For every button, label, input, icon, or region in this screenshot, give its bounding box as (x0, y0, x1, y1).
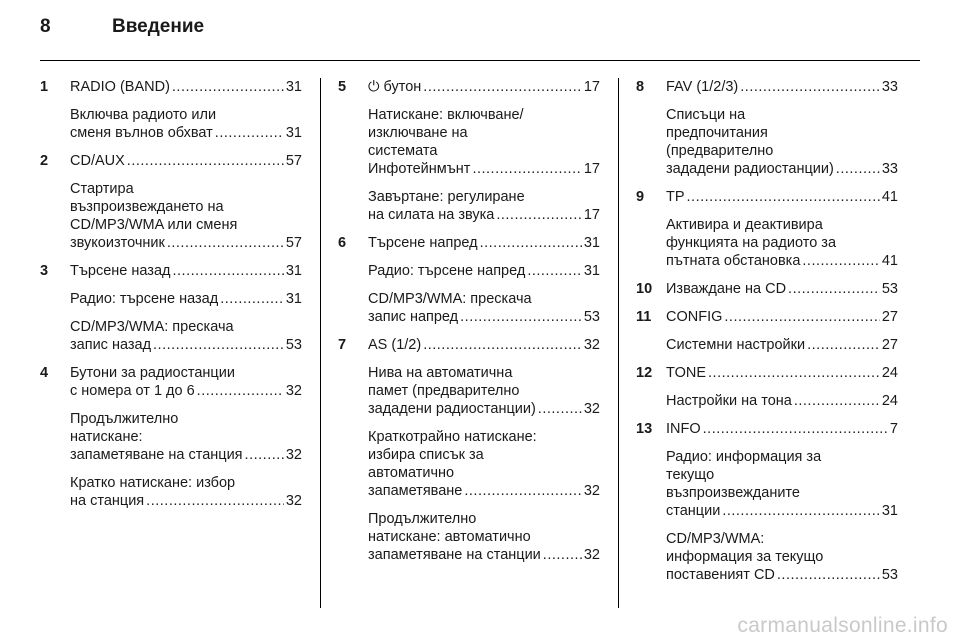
page-reference: 17 (583, 161, 600, 177)
entry-text: на силата на звука (368, 207, 495, 223)
column-1 (40, 78, 302, 520)
entry-last-line (666, 308, 898, 326)
dot-leader (172, 78, 284, 96)
entry-text: Системни настройки (666, 337, 806, 353)
page-title: Введение (112, 16, 205, 37)
page-reference: 32 (583, 401, 600, 417)
legend-item (636, 280, 898, 298)
item-number: 13 (636, 421, 653, 437)
index-entry (368, 234, 600, 252)
item-entries (666, 308, 898, 354)
entry-last-line (368, 206, 600, 224)
index-entry (368, 78, 600, 96)
page-reference: 31 (285, 125, 302, 141)
legend-item (636, 78, 898, 178)
entry-text: FAV (1/2/3) (666, 79, 739, 95)
entry-text: Включва радиото или (70, 107, 217, 123)
index-entry (70, 180, 302, 252)
entry-last-line (368, 546, 600, 564)
dot-leader (703, 420, 888, 438)
index-entry (70, 410, 302, 464)
entry-text: Продължително (368, 511, 477, 527)
entry-text: Нива на автоматична (368, 365, 513, 381)
page-reference: 31 (285, 79, 302, 95)
entry-last-line (368, 234, 600, 252)
column-2 (338, 78, 600, 574)
entry-last-line (666, 392, 898, 410)
page-reference: 27 (881, 337, 898, 353)
entry-text: пътната обстановка (666, 253, 801, 269)
entry-last-line (368, 262, 600, 280)
entry-text: CD/MP3/WMA или сменя (70, 217, 238, 233)
entry-text: запаметяване на станция (70, 447, 243, 463)
entry-text: зададени радиостанции) (666, 161, 834, 177)
dot-leader (153, 336, 284, 354)
index-entry (70, 106, 302, 142)
entry-text: Бутони за радиостанции (70, 365, 235, 381)
entry-text: Кратко натискане: избор (70, 475, 236, 491)
item-entries (666, 78, 898, 178)
entry-last-line (666, 160, 898, 178)
index-entry (666, 188, 898, 206)
index-entry (368, 364, 600, 418)
entry-text: с номера от 1 до 6 (70, 383, 195, 399)
entry-last-line (368, 482, 600, 500)
entry-text: RADIO (BAND) (70, 79, 170, 95)
dot-leader (472, 160, 581, 178)
item-number: 11 (636, 309, 652, 325)
page-reference: 32 (583, 547, 600, 563)
entry-text: Изваждане на CD (666, 281, 787, 297)
entry-text: Настройки на тона (666, 393, 792, 409)
page-reference: 24 (881, 365, 898, 381)
page-reference: 41 (881, 189, 898, 205)
entry-last-line (666, 566, 898, 584)
entry-text: Активира и деактивира (666, 217, 823, 233)
dot-leader (127, 152, 284, 170)
entry-last-line (70, 262, 302, 280)
entry-last-line (70, 152, 302, 170)
watermark: carmanualsonline.info (737, 614, 948, 637)
index-entry (666, 308, 898, 326)
legend-item (636, 308, 898, 354)
dot-leader (543, 546, 582, 564)
entry-text: натискане: (70, 429, 143, 445)
dot-leader (807, 336, 880, 354)
dot-leader (708, 364, 880, 382)
dot-leader (172, 262, 283, 280)
item-entries (666, 420, 898, 584)
index-entry (666, 78, 898, 96)
entry-text: системата (368, 143, 438, 159)
dot-leader (245, 446, 284, 464)
entry-text: (предварително (666, 143, 774, 159)
index-entry (666, 392, 898, 410)
entry-text: ⏻ бутон (368, 79, 422, 95)
entry-last-line (70, 492, 302, 510)
entry-last-line (70, 78, 302, 96)
page-header (40, 16, 204, 52)
page-reference: 24 (881, 393, 898, 409)
entry-last-line (70, 446, 302, 464)
column-3 (636, 78, 898, 594)
dot-leader (146, 492, 284, 510)
page-reference: 31 (583, 235, 600, 251)
entry-text: избира списък за (368, 447, 484, 463)
page-reference: 32 (285, 383, 302, 399)
entry-text: Краткотрайно натискане: (368, 429, 537, 445)
page-reference: 32 (285, 447, 302, 463)
entry-text: Продължително (70, 411, 179, 427)
entry-text: Списъци на (666, 107, 746, 123)
dot-leader (527, 262, 582, 280)
entry-text: Завъртане: регулиране (368, 189, 525, 205)
page-reference: 17 (583, 79, 600, 95)
index-entry (70, 152, 302, 170)
item-entries (70, 152, 302, 252)
entry-text: натискане: автоматично (368, 529, 531, 545)
index-entry (368, 336, 600, 354)
entry-text: зададени радиостанции) (368, 401, 536, 417)
entry-text: CD/AUX (70, 153, 125, 169)
index-entry (666, 420, 898, 438)
entry-text: Натискане: включване/ (368, 107, 524, 123)
legend-item (338, 336, 600, 564)
index-entry (368, 188, 600, 224)
entry-text: INFO (666, 421, 701, 437)
item-number: 1 (40, 79, 49, 95)
item-entries (368, 336, 600, 564)
entry-text: изключване на (368, 125, 468, 141)
item-number: 5 (338, 79, 347, 95)
dot-leader (724, 308, 879, 326)
legend-item (40, 364, 302, 510)
page-reference: 33 (881, 161, 898, 177)
page-reference: 17 (583, 207, 600, 223)
page-reference: 53 (881, 567, 898, 583)
index-entry (666, 530, 898, 584)
entry-text: информация за текущо (666, 549, 824, 565)
entry-last-line (666, 280, 898, 298)
dot-leader (215, 124, 284, 142)
page-reference: 27 (881, 309, 898, 325)
entry-last-line (70, 382, 302, 400)
dot-leader (740, 78, 880, 96)
page-reference: 32 (583, 337, 600, 353)
legend-item (338, 78, 600, 224)
index-entry (666, 364, 898, 382)
page-reference: 53 (881, 281, 898, 297)
entry-text: TONE (666, 365, 707, 381)
index-entry (666, 216, 898, 270)
entry-text: запис напред (368, 309, 459, 325)
dot-leader (794, 392, 880, 410)
index-entry (70, 318, 302, 354)
index-entry (368, 106, 600, 178)
index-entry (70, 474, 302, 510)
entry-last-line (368, 336, 600, 354)
entry-text: CD/MP3/WMA: прескача (368, 291, 532, 307)
entry-text: AS (1/2) (368, 337, 422, 353)
dot-leader (480, 234, 582, 252)
item-entries (368, 78, 600, 224)
page-reference: 32 (583, 483, 600, 499)
dot-leader (220, 290, 284, 308)
entry-last-line (368, 400, 600, 418)
dot-leader (197, 382, 284, 400)
entry-text: Радио: информация за (666, 449, 822, 465)
page-reference: 31 (285, 291, 302, 307)
dot-leader (777, 566, 880, 584)
page-number: 8 (40, 16, 51, 37)
entry-last-line (666, 502, 898, 520)
entry-text: запис назад (70, 337, 152, 353)
index-entry (70, 78, 302, 96)
legend-item (338, 234, 600, 326)
legend-item (40, 262, 302, 354)
column-divider (618, 78, 619, 608)
entry-text: автоматично (368, 465, 455, 481)
entry-last-line (666, 336, 898, 354)
entry-text: Търсене назад (70, 263, 171, 279)
entry-text: CD/MP3/WMA: прескача (70, 319, 234, 335)
page-reference: 31 (285, 263, 302, 279)
legend-item (40, 78, 302, 142)
entry-text: Търсене напред (368, 235, 478, 251)
entry-last-line (666, 78, 898, 96)
entry-last-line (666, 364, 898, 382)
page-reference: 53 (583, 309, 600, 325)
header-rule (40, 60, 920, 61)
entry-last-line (70, 234, 302, 252)
dot-leader (788, 280, 880, 298)
item-number: 12 (636, 365, 653, 381)
index-entry (368, 262, 600, 280)
dot-leader (460, 308, 582, 326)
index-entry (666, 106, 898, 178)
entry-text: функцията на радиото за (666, 235, 837, 251)
entry-last-line (368, 160, 600, 178)
entry-text: поставеният CD (666, 567, 775, 583)
index-entry (666, 280, 898, 298)
legend-item (40, 152, 302, 252)
index-entry (368, 428, 600, 500)
entry-text: TP (666, 189, 685, 205)
entry-text: памет (предварително (368, 383, 520, 399)
item-entries (70, 78, 302, 142)
entry-text: Инфотейнмънт (368, 161, 471, 177)
item-entries (70, 364, 302, 510)
item-number: 4 (40, 365, 49, 381)
item-entries (666, 188, 898, 270)
page-reference: 53 (285, 337, 302, 353)
entry-text: на станция (70, 493, 145, 509)
entry-last-line (70, 124, 302, 142)
page-reference: 7 (889, 421, 898, 437)
entry-text: Стартира (70, 181, 134, 197)
entry-text: звукоизточник (70, 235, 165, 251)
page-reference: 33 (881, 79, 898, 95)
entry-last-line (368, 78, 600, 96)
item-number: 2 (40, 153, 49, 169)
page-reference: 31 (881, 503, 898, 519)
dot-leader (722, 502, 880, 520)
entry-text: запаметяване на станции (368, 547, 541, 563)
item-entries (666, 280, 898, 298)
page-reference: 57 (285, 235, 302, 251)
page-reference: 31 (583, 263, 600, 279)
legend-item (636, 420, 898, 584)
index-entry (70, 262, 302, 280)
index-entry (368, 510, 600, 564)
item-number: 7 (338, 337, 347, 353)
page-reference: 32 (285, 493, 302, 509)
entry-last-line (666, 420, 898, 438)
entry-text: текущо (666, 467, 715, 483)
entry-last-line (70, 336, 302, 354)
dot-leader (167, 234, 284, 252)
index-entry (666, 336, 898, 354)
dot-leader (687, 188, 880, 206)
dot-leader (538, 400, 582, 418)
item-entries (70, 262, 302, 354)
item-number: 10 (636, 281, 653, 297)
dot-leader (423, 78, 582, 96)
column-divider (320, 78, 321, 608)
dot-leader (496, 206, 582, 224)
entry-text: сменя вълнов обхват (70, 125, 213, 141)
entry-text: станции (666, 503, 721, 519)
page-reference: 57 (285, 153, 302, 169)
item-entries (666, 364, 898, 410)
index-entry (70, 364, 302, 400)
dot-leader (802, 252, 879, 270)
item-number: 6 (338, 235, 347, 251)
dot-leader (464, 482, 582, 500)
entry-last-line (666, 252, 898, 270)
item-number: 9 (636, 189, 645, 205)
legend-item (636, 364, 898, 410)
page-reference: 41 (881, 253, 898, 269)
entry-last-line (666, 188, 898, 206)
entry-text: предпочитания (666, 125, 768, 141)
entry-text: възпроизвежданите (666, 485, 800, 501)
entry-text: възпроизвеждането на (70, 199, 224, 215)
index-entry (666, 448, 898, 520)
entry-text: Радио: търсене назад (70, 291, 219, 307)
item-number: 8 (636, 79, 645, 95)
entry-last-line (368, 308, 600, 326)
item-number: 3 (40, 263, 49, 279)
entry-text: CD/MP3/WMA: (666, 531, 765, 547)
index-entry (70, 290, 302, 308)
entry-text: запаметяване (368, 483, 463, 499)
dot-leader (836, 160, 880, 178)
index-entry (368, 290, 600, 326)
entry-text: CONFIG (666, 309, 723, 325)
entry-last-line (70, 290, 302, 308)
dot-leader (423, 336, 582, 354)
entry-text: Радио: търсене напред (368, 263, 526, 279)
legend-item (636, 188, 898, 270)
item-entries (368, 234, 600, 326)
